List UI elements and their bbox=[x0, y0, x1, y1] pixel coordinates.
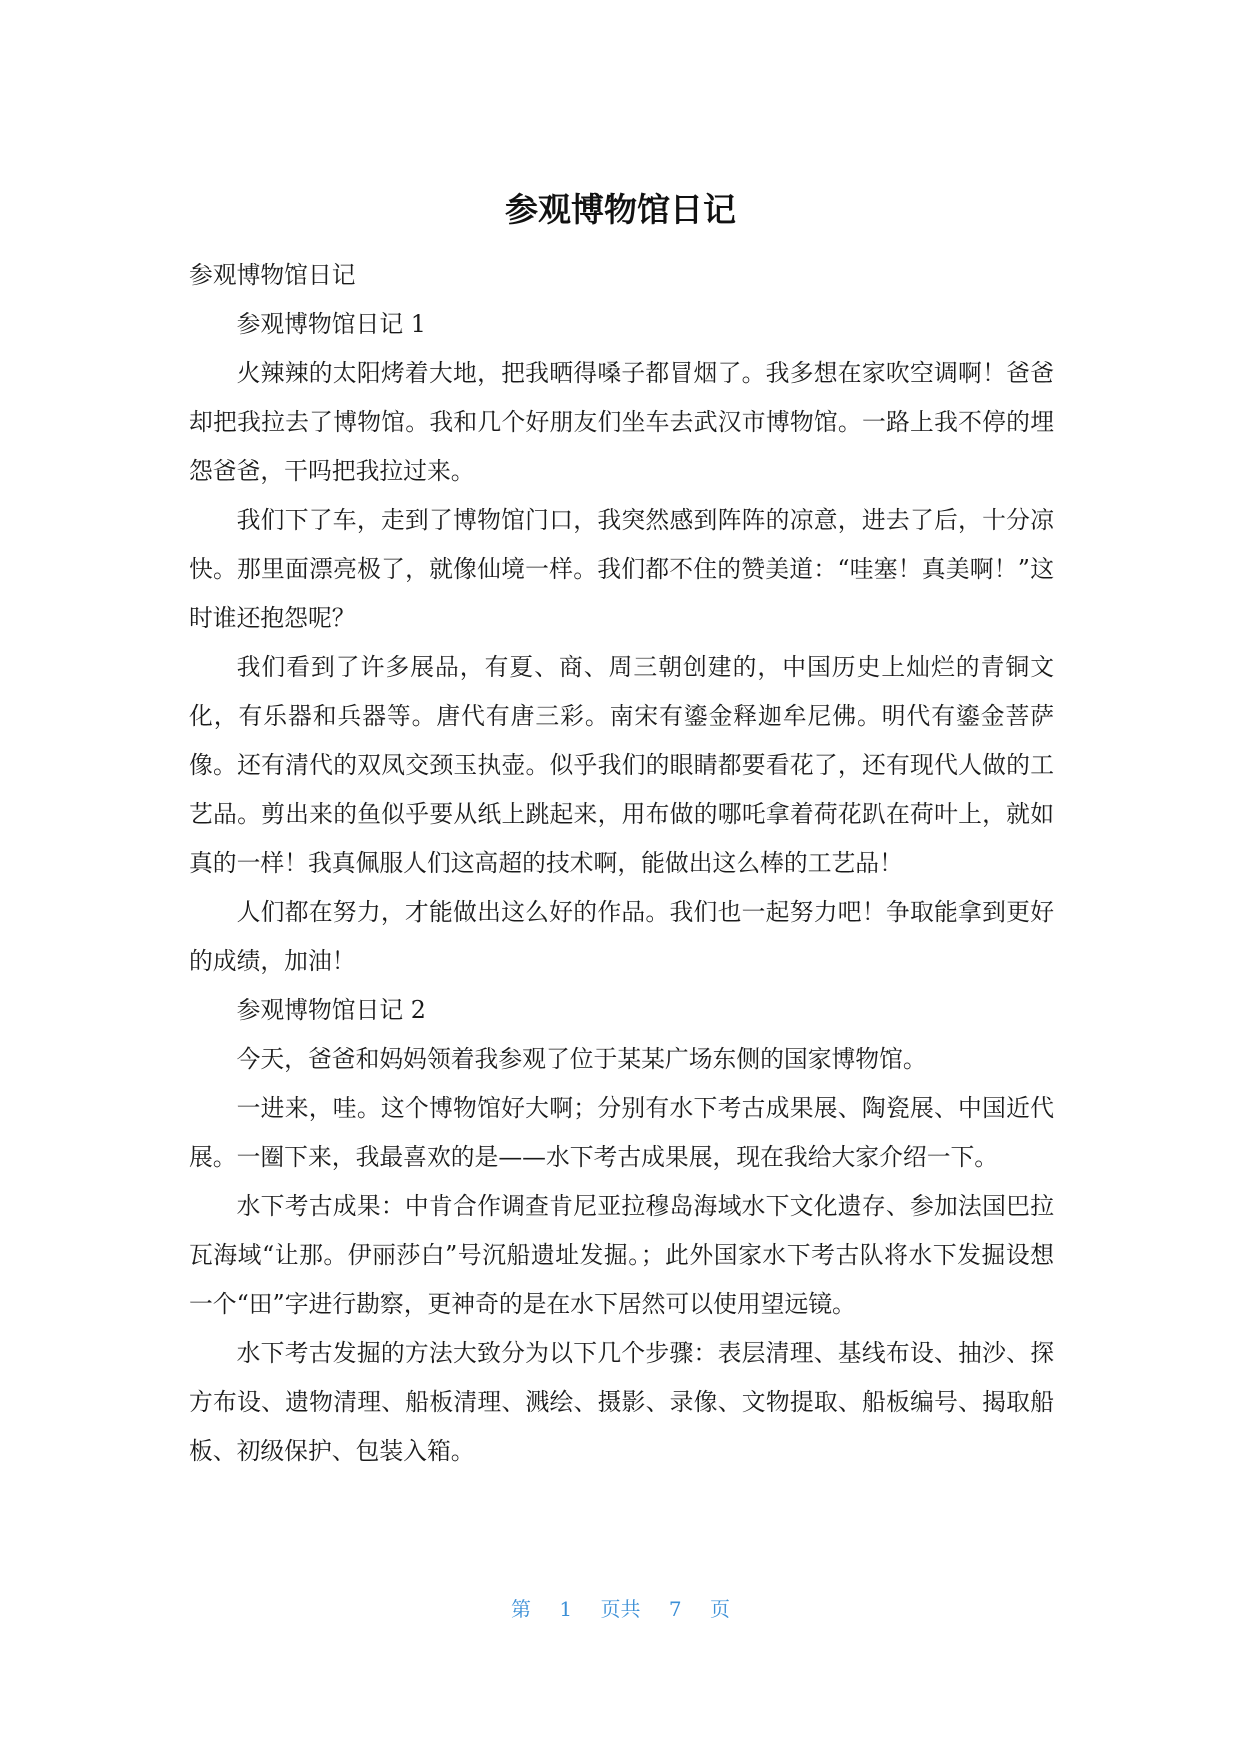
paragraph: 参观博物馆日记 bbox=[189, 261, 356, 289]
section-heading: 参观博物馆日记 2 bbox=[236, 996, 426, 1024]
paragraph: 火辣辣的太阳烤着大地，把我晒得嗓子都冒烟了。我多想在家吹空调啊！爸爸却把我拉去了博物馆。我和几个好朋友们坐车去武汉市博物馆。一路上我不停的埋怨爸爸，干吗把我拉过来。 bbox=[189, 359, 1054, 485]
paragraph: 水下考古发掘的方法大致分为以下几个步骤：表层清理、基线布设、抽沙、探方布设、遗物清理、船板清理、溅绘、摄影、录像、文物提取、船板编号、揭取船板、初级保护、包装入箱。 bbox=[189, 1339, 1054, 1465]
footer-middle: 页共 bbox=[600, 1597, 641, 1621]
section-heading: 参观博物馆日记 1 bbox=[236, 310, 426, 338]
footer-prefix: 第 bbox=[511, 1597, 532, 1621]
current-page-number: 1 bbox=[559, 1597, 573, 1621]
document-body bbox=[189, 251, 1054, 1476]
footer-suffix: 页 bbox=[709, 1597, 730, 1621]
paragraph: 一进来，哇。这个博物馆好大啊；分别有水下考古成果展、陶瓷展、中国近代展。一圈下来，我最喜欢的是——水下考古成果展，现在我给大家介绍一下。 bbox=[189, 1094, 1054, 1171]
paragraph: 我们看到了许多展品，有夏、商、周三朝创建的，中国历史上灿烂的青铜文化，有乐器和兵器等。唐代有唐三彩。南宋有鎏金释迦牟尼佛。明代有鎏金菩萨像。还有清代的双凤交颈玉执壶。似乎我们的眼睛都要看花了，还有现代人做的工艺品。剪出来的鱼似乎要从纸上跳起来，用布做的哪吒拿着荷花趴在荷叶上，就如真的一样！我真佩服人们这高超的技术啊，能做出这么棒的工艺品！ bbox=[189, 653, 1054, 877]
page-number-footer bbox=[0, 1594, 1241, 1624]
paragraph: 今天，爸爸和妈妈领着我参观了位于某某广场东侧的国家博物馆。 bbox=[236, 1045, 927, 1073]
document-title: 参观博物馆日记 bbox=[505, 190, 736, 229]
paragraph: 人们都在努力，才能做出这么好的作品。我们也一起努力吧！争取能拿到更好的成绩，加油！ bbox=[189, 898, 1054, 975]
total-pages-number: 7 bbox=[668, 1597, 682, 1621]
paragraph: 水下考古成果：中肯合作调查肯尼亚拉穆岛海域水下文化遗存、参加法国巴拉瓦海域“让那。伊丽莎白”号沉船遗址发掘。；此外国家水下考古队将水下发掘设想一个“田”字进行勘察，更神奇的是在水下居然可以使用望远镜。 bbox=[189, 1192, 1054, 1318]
paragraph: 我们下了车，走到了博物馆门口，我突然感到阵阵的凉意，进去了后，十分凉快。那里面漂亮极了，就像仙境一样。我们都不住的赞美道：“哇塞！真美啊！”这时谁还抱怨呢？ bbox=[189, 506, 1054, 632]
